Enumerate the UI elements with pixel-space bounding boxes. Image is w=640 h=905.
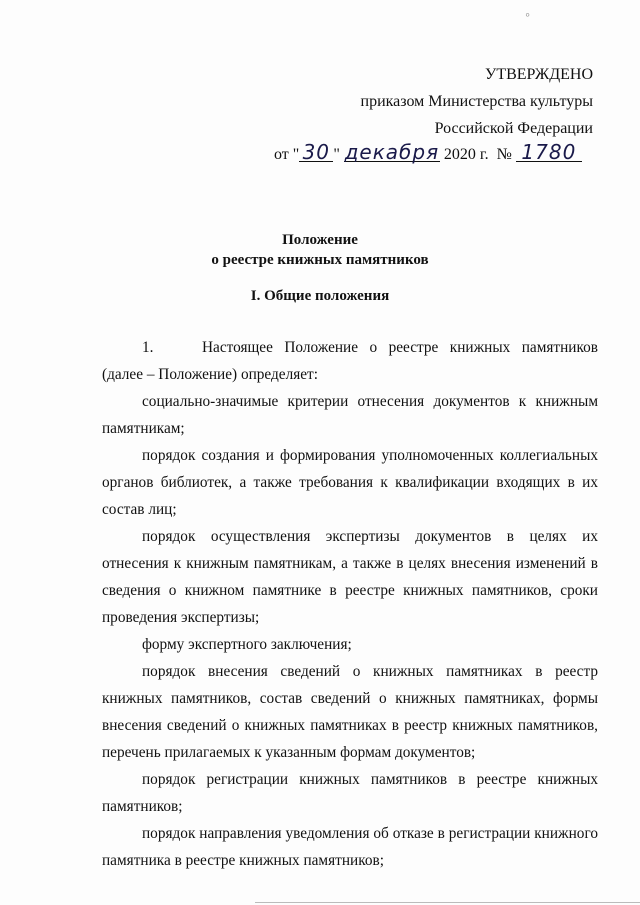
paragraph-5: форму экспертного заключения; (142, 636, 352, 653)
paragraph-4: порядок осуществления экспертизы документов в целях их отнесения к книжным памятникам, а также в целях внесения изменений в сведения о книжном памятнике в реестре книжных памятников, сроки проведения экспертизы; (102, 528, 598, 626)
paragraph-7: порядок регистрации книжных памятников в реестре книжных памятников; (102, 771, 598, 815)
order-prefix: от (274, 146, 289, 163)
page-edge-line (255, 902, 640, 903)
order-number-sign: № (496, 146, 512, 163)
document-title (0, 230, 640, 270)
paragraph-3: порядок создания и формирования уполномоченных коллегиальных органов библиотек, а также требования к квалификации входящих в их состав лиц; (102, 447, 598, 518)
paragraph-6: порядок внесения сведений о книжных памятниках в реестр книжных памятников, состав сведений о книжных памятниках, формы внесения сведений о книжных памятниках в реестр книжных памятников, перечень прилагаемых к указанным формам документов; (102, 663, 598, 761)
order-open-quote: " (292, 146, 300, 163)
title-line-1: Положение (282, 232, 358, 248)
section-title: I. Общие положения (250, 288, 390, 304)
item-number: 1. (142, 339, 154, 356)
paragraph-8: порядок направления уведомления об отказе в регистрации книжного памятника в реестре книжных памятников; (102, 825, 598, 869)
order-number: 1780 (516, 143, 582, 162)
order-year: 2020 г. (443, 146, 489, 163)
order-date-line (274, 140, 582, 164)
scan-mark: ⸰ (525, 10, 531, 20)
approval-stamp (361, 61, 594, 142)
title-line-2: о реестре книжных памятников (211, 252, 429, 268)
approval-federation: Российской Федерации (434, 120, 593, 137)
document-body (102, 334, 598, 874)
approval-heading: УТВЕРЖДЕНО (484, 66, 593, 83)
paragraph-2: социально-значимые критерии отнесения документов к книжным памятникам; (102, 393, 598, 437)
order-month: декабря (344, 140, 440, 164)
paragraph-1 (102, 334, 598, 388)
approval-order-by: приказом Министерства культуры (360, 93, 593, 110)
order-day: 30 (299, 143, 333, 162)
paragraph-1-text: Настоящее Положение о реестре книжных памятников (далее – Положение) определяет: (102, 339, 598, 383)
order-close-quote: " (333, 146, 340, 163)
